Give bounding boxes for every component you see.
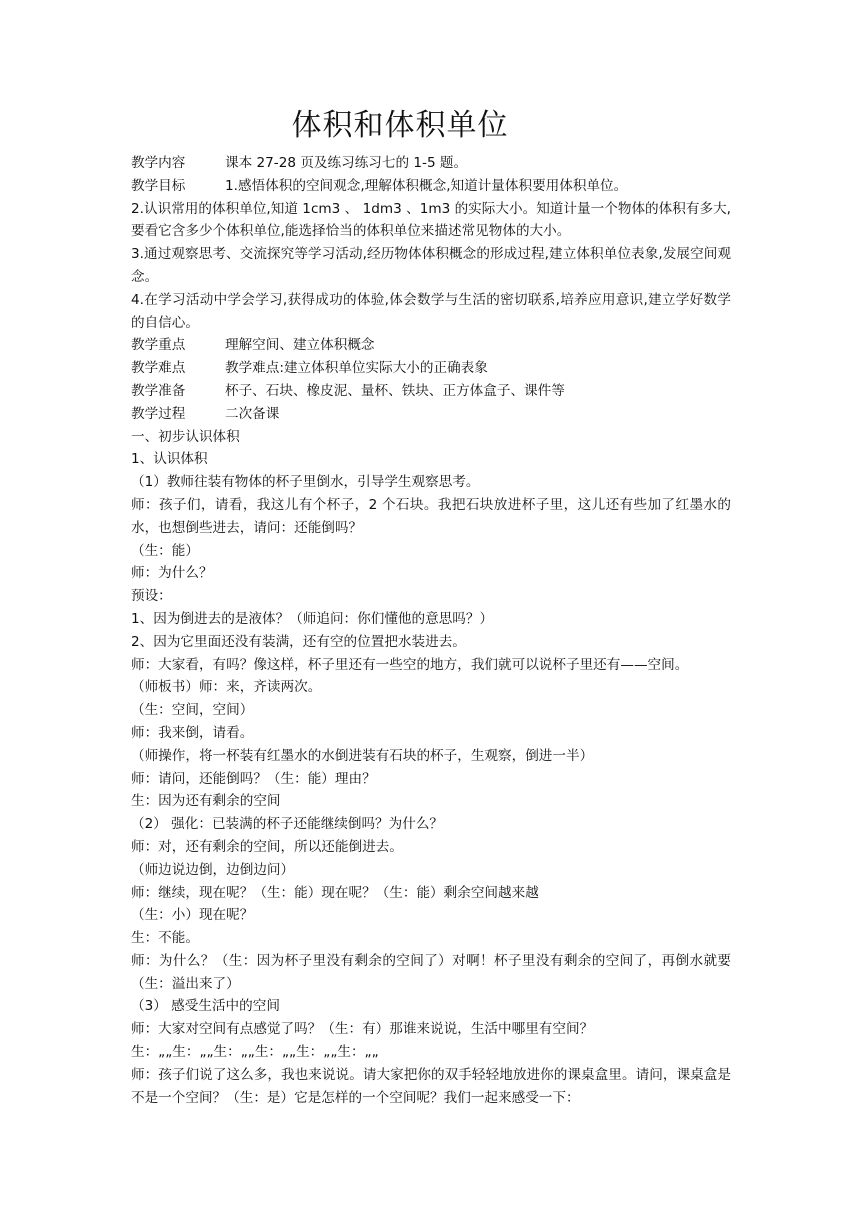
body-line: （1）教师往装有物体的杯子里倒水，引导学生观察思考。 [131,474,480,491]
body-line: 生：不能。 [131,930,199,947]
row-value: 理解空间、建立体积概念 [225,337,375,354]
body-line: 师：我来倒，请看。 [131,724,254,741]
body-line: （生：空间，空间） [131,702,254,719]
body-section [131,426,731,1110]
body-line: 一、初步认识体积 [131,428,240,445]
body-line: 师：请问，还能倒吗？（生：能）理由？ [131,770,376,787]
row-value: 课本 27-28 页及练习练习七的 1-5 题。 [225,155,468,171]
header-row-difficulty [131,357,731,380]
body-line: 师：大家看，有吗？像这样，杯子里还有一些空的地方，我们就可以说杯子里还有——空间。 [131,656,689,673]
body-line: （生：小）现在呢？ [131,907,254,924]
goal-paragraph: 3.通过观察思考、交流探究等学习活动,经历物体体积概念的形成过程,建立体积单位表象,发展空间观念。 [131,246,731,285]
header-row-key-point [131,334,731,357]
body-line: 师：为什么？（生：因为杯子里没有剩余的空间了）对啊！杯子里没有剩余的空间了，再倒水就要（生：溢出来了） [131,952,731,992]
body-line: 2、因为它里面还没有装满，还有空的位置把水装进去。 [131,633,466,650]
body-line: （师操作，将一杯装有红墨水的水倒进装有石块的杯子，生观察，倒进一半） [131,747,594,764]
header-row-content [131,152,731,175]
row-label: 教学内容 [131,155,186,171]
body-line: 生：„„生：„„生：„„生：„„生：„„生：„„ [131,1044,379,1061]
body-line: （师板书）师：来，齐读两次。 [131,679,322,696]
body-line: 师：大家对空间有点感觉了吗？（生：有）那谁来说说，生活中哪里有空间？ [131,1021,594,1038]
row-label: 教学难点 [131,360,186,377]
body-line: （3） 感受生活中的空间 [131,998,280,1015]
document-body [131,152,731,1109]
goal-paragraph: 4.在学习活动中学会学习,获得成功的体验,体会数学与生活的密切联系,培养应用意识,建立学好数学的自信心。 [131,291,731,331]
body-line: 师：为什么？ [131,565,213,582]
body-line: 预设： [131,588,172,605]
body-line: （师边说边倒，边倒边问） [131,861,295,878]
body-line: 生：因为还有剩余的空间 [131,793,281,810]
row-value: 1.感悟体积的空间观念,理解体积概念,知道计量体积要用体积单位。 [225,177,628,194]
header-row-goal [131,175,731,198]
goal-paragraph: 2.认识常用的体积单位,知道 1cm3 、 1dm3 、1m3 的实际大小。知道计量一个物体的体积有多大,要看它含多少个体积单位,能选择恰当的体积单位来描述常见物体的大小。 [131,200,731,240]
row-label: 教学过程 [131,405,186,422]
header-row-preparation [131,380,731,403]
row-label: 教学目标 [131,177,186,194]
body-line: 1、因为倒进去的是液体？（师追问：你们懂他的意思吗？） [131,610,494,627]
document-title: 体积和体积单位 [291,108,509,143]
header-row-process [131,403,731,426]
row-label: 教学重点 [131,337,186,354]
body-line: 1、认识体积 [131,451,208,468]
row-value: 教学难点:建立体积单位实际大小的正确表象 [225,360,488,377]
body-line: 师：孩子们，请看，我这儿有个杯子，2 个石块。我把石块放进杯子里，这儿还有些加了红墨水的水，也想倒些进去，请问：还能倒吗？ [131,496,731,536]
row-value: 二次备课 [225,405,280,422]
body-line: （生：能） [131,542,199,559]
body-line: 师：孩子们说了这么多，我也来说说。请大家把你的双手轻轻地放进你的课桌盒里。请问，课桌盒是不是一个空间？（生：是）它是怎样的一个空间呢？我们一起来感受一下： [131,1066,731,1106]
body-line: （2） 强化：已装满的杯子还能继续倒吗？为什么？ [131,816,444,833]
body-line: 师：对，还有剩余的空间，所以还能倒进去。 [131,838,403,855]
row-label: 教学准备 [131,382,186,399]
row-value: 杯子、石块、橡皮泥、量杯、铁块、正方体盒子、课件等 [225,382,565,399]
body-line: 师：继续，现在呢？（生：能）现在呢？（生：能）剩余空间越来越 [131,884,539,901]
